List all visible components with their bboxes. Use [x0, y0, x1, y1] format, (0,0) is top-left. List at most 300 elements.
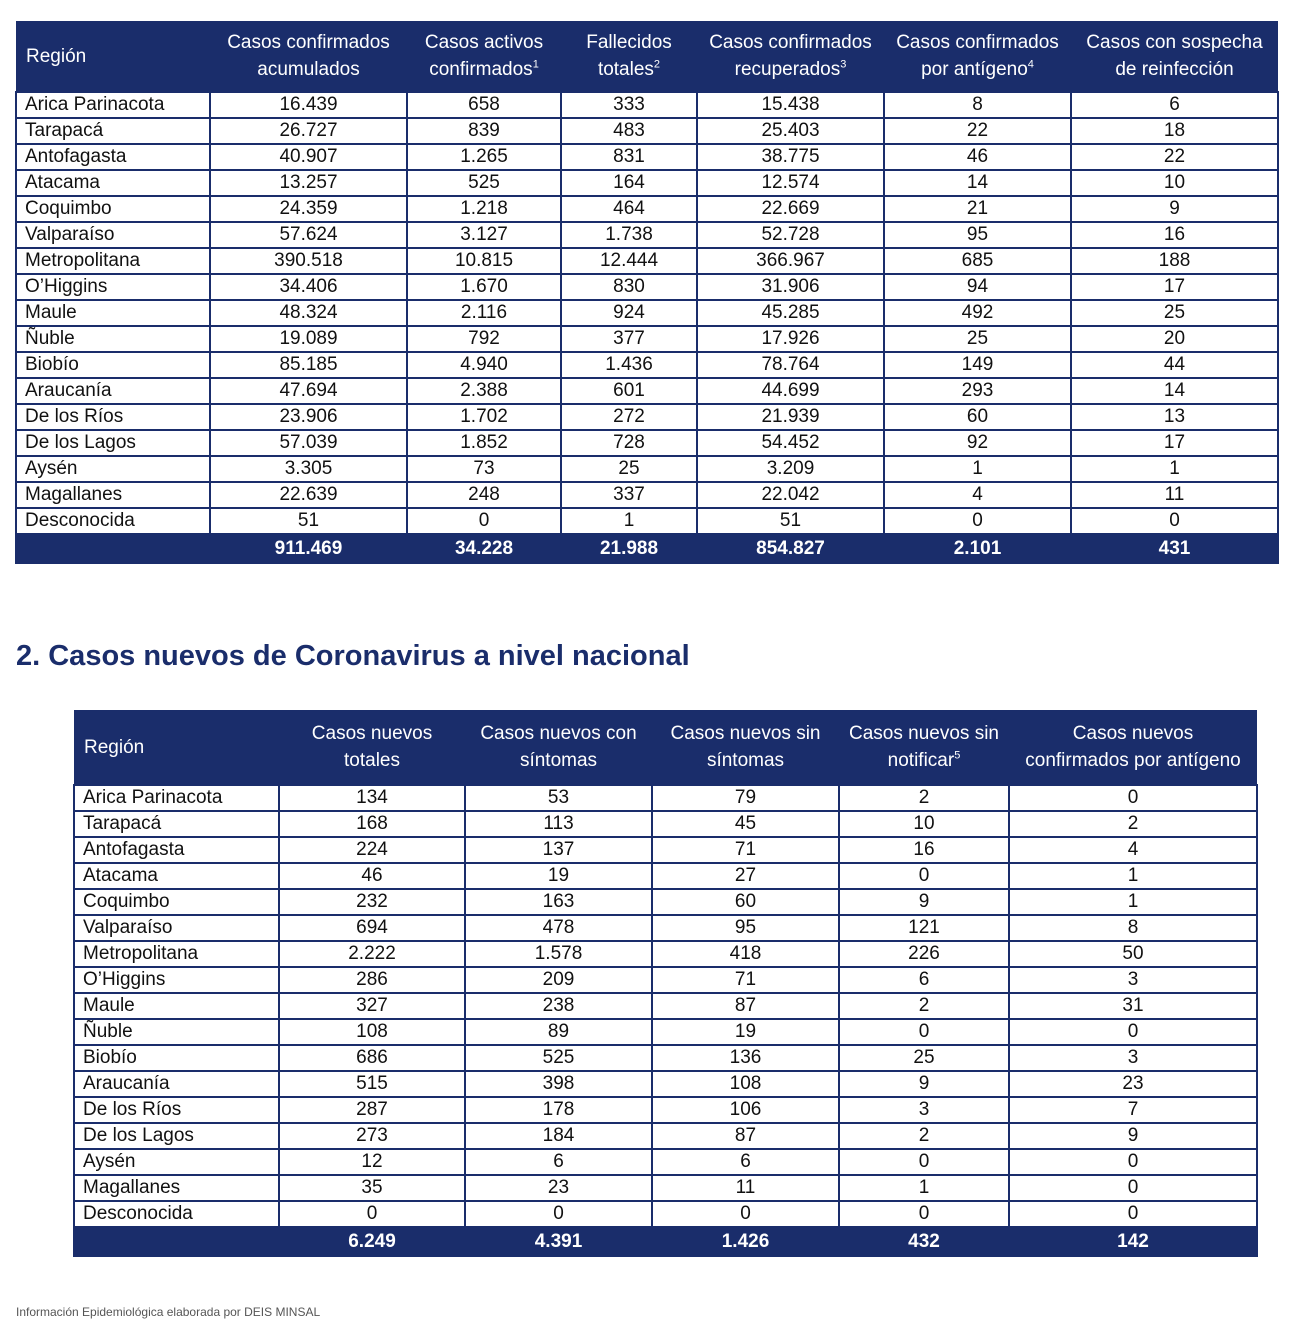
value-cell: 78.764	[697, 352, 884, 378]
table-row	[74, 993, 1257, 1019]
value-cell: 50	[1009, 941, 1257, 967]
value-cell: 1	[884, 456, 1071, 482]
value-cell: 31	[1009, 993, 1257, 1019]
value-cell: 54.452	[697, 430, 884, 456]
table-row	[74, 1123, 1257, 1149]
value-cell: 48.324	[210, 300, 407, 326]
value-cell: 273	[279, 1123, 465, 1149]
totals-row	[74, 1227, 1257, 1256]
value-cell: 71	[652, 837, 839, 863]
value-cell: 3.305	[210, 456, 407, 482]
value-cell: 45.285	[697, 300, 884, 326]
header-text: Casos nuevos con síntomas	[480, 723, 637, 771]
value-cell: 57.624	[210, 222, 407, 248]
region-name-cell: Atacama	[74, 863, 279, 889]
total-cell: 1.426	[652, 1227, 839, 1256]
value-cell: 0	[839, 1149, 1009, 1175]
total-cell: 431	[1071, 534, 1278, 563]
total-cell: 432	[839, 1227, 1009, 1256]
value-cell: 23	[1009, 1071, 1257, 1097]
column-header	[652, 710, 839, 785]
value-cell: 327	[279, 993, 465, 1019]
value-cell: 831	[561, 144, 697, 170]
value-cell: 53	[465, 785, 652, 811]
column-header	[561, 21, 697, 92]
region-name-cell: Araucanía	[74, 1071, 279, 1097]
value-cell: 89	[465, 1019, 652, 1045]
value-cell: 25	[1071, 300, 1278, 326]
column-header	[1009, 710, 1257, 785]
value-cell: 35	[279, 1175, 465, 1201]
value-cell: 23.906	[210, 404, 407, 430]
value-cell: 1.436	[561, 352, 697, 378]
region-name-cell: Magallanes	[74, 1175, 279, 1201]
table-row	[74, 1201, 1257, 1227]
value-cell: 149	[884, 352, 1071, 378]
value-cell: 87	[652, 993, 839, 1019]
value-cell: 14	[1071, 378, 1278, 404]
value-cell: 0	[1009, 1019, 1257, 1045]
value-cell: 16.439	[210, 92, 407, 118]
region-name-cell: De los Lagos	[16, 430, 210, 456]
value-cell: 34.406	[210, 274, 407, 300]
value-cell: 25.403	[697, 118, 884, 144]
value-cell: 19	[465, 863, 652, 889]
value-cell: 418	[652, 941, 839, 967]
table-row	[74, 1175, 1257, 1201]
region-name-cell: Antofagasta	[16, 144, 210, 170]
value-cell: 2.388	[407, 378, 561, 404]
total-cell	[74, 1227, 279, 1256]
value-cell: 2.116	[407, 300, 561, 326]
value-cell: 9	[839, 889, 1009, 915]
value-cell: 337	[561, 482, 697, 508]
value-cell: 1.218	[407, 196, 561, 222]
header-text: Región	[26, 45, 87, 67]
header-text: Casos nuevos sin síntomas	[670, 723, 821, 771]
value-cell: 2	[839, 993, 1009, 1019]
value-cell: 19.089	[210, 326, 407, 352]
value-cell: 694	[279, 915, 465, 941]
footnote-marker: 2	[653, 58, 661, 71]
table-row	[16, 118, 1278, 144]
value-cell: 10.815	[407, 248, 561, 274]
header-text: Casos nuevos confirmados por antígeno	[1025, 723, 1241, 771]
table-row	[16, 274, 1278, 300]
value-cell: 601	[561, 378, 697, 404]
header-text: Casos confirmados recuperados	[709, 32, 872, 80]
value-cell: 31.906	[697, 274, 884, 300]
value-cell: 164	[561, 170, 697, 196]
region-name-cell: Valparaíso	[74, 915, 279, 941]
footnote-marker: 4	[1027, 58, 1034, 71]
value-cell: 3.209	[697, 456, 884, 482]
value-cell: 4	[1009, 837, 1257, 863]
value-cell: 17	[1071, 274, 1278, 300]
value-cell: 6	[652, 1149, 839, 1175]
region-name-cell: Coquimbo	[74, 889, 279, 915]
table-row	[74, 967, 1257, 993]
value-cell: 106	[652, 1097, 839, 1123]
table-row	[74, 863, 1257, 889]
total-cell: 854.827	[697, 534, 884, 563]
region-name-cell: Arica Parinacota	[16, 92, 210, 118]
region-name-cell: De los Ríos	[74, 1097, 279, 1123]
value-cell: 184	[465, 1123, 652, 1149]
value-cell: 0	[1009, 1149, 1257, 1175]
value-cell: 136	[652, 1045, 839, 1071]
value-cell: 2	[839, 1123, 1009, 1149]
value-cell: 17.926	[697, 326, 884, 352]
value-cell: 38.775	[697, 144, 884, 170]
value-cell: 137	[465, 837, 652, 863]
value-cell: 134	[279, 785, 465, 811]
region-name-cell: Arica Parinacota	[74, 785, 279, 811]
value-cell: 46	[884, 144, 1071, 170]
column-header	[884, 21, 1071, 92]
region-name-cell: Biobío	[16, 352, 210, 378]
value-cell: 25	[884, 326, 1071, 352]
value-cell: 113	[465, 811, 652, 837]
value-cell: 95	[652, 915, 839, 941]
table-row	[16, 378, 1278, 404]
total-cell: 142	[1009, 1227, 1257, 1256]
value-cell: 47.694	[210, 378, 407, 404]
value-cell: 22	[1071, 144, 1278, 170]
value-cell: 209	[465, 967, 652, 993]
value-cell: 1.265	[407, 144, 561, 170]
value-cell: 8	[884, 92, 1071, 118]
value-cell: 45	[652, 811, 839, 837]
region-name-cell: Tarapacá	[74, 811, 279, 837]
total-cell: 4.391	[465, 1227, 652, 1256]
value-cell: 57.039	[210, 430, 407, 456]
value-cell: 4.940	[407, 352, 561, 378]
total-cell: 6.249	[279, 1227, 465, 1256]
footnote: Información Epidemiológica elaborada por DEIS MINSAL	[16, 1305, 321, 1319]
column-header	[74, 710, 279, 785]
value-cell: 10	[839, 811, 1009, 837]
regional-cases-table	[15, 21, 1279, 564]
table-row	[74, 1045, 1257, 1071]
column-header	[279, 710, 465, 785]
value-cell: 18	[1071, 118, 1278, 144]
table-row	[74, 785, 1257, 811]
value-cell: 272	[561, 404, 697, 430]
value-cell: 13.257	[210, 170, 407, 196]
value-cell: 1	[1009, 863, 1257, 889]
value-cell: 1.852	[407, 430, 561, 456]
value-cell: 25	[839, 1045, 1009, 1071]
table-row	[16, 404, 1278, 430]
value-cell: 1.578	[465, 941, 652, 967]
value-cell: 6	[839, 967, 1009, 993]
value-cell: 168	[279, 811, 465, 837]
value-cell: 287	[279, 1097, 465, 1123]
value-cell: 0	[465, 1201, 652, 1227]
value-cell: 0	[1009, 1175, 1257, 1201]
table-row	[16, 170, 1278, 196]
column-header	[210, 21, 407, 92]
value-cell: 478	[465, 915, 652, 941]
value-cell: 22	[884, 118, 1071, 144]
value-cell: 398	[465, 1071, 652, 1097]
value-cell: 121	[839, 915, 1009, 941]
value-cell: 333	[561, 92, 697, 118]
value-cell: 464	[561, 196, 697, 222]
value-cell: 12.444	[561, 248, 697, 274]
value-cell: 0	[839, 863, 1009, 889]
table-header-row	[74, 710, 1257, 785]
region-name-cell: Metropolitana	[16, 248, 210, 274]
total-cell	[16, 534, 210, 563]
value-cell: 1.670	[407, 274, 561, 300]
table-row	[74, 1019, 1257, 1045]
table-row	[74, 915, 1257, 941]
column-header	[465, 710, 652, 785]
value-cell: 27	[652, 863, 839, 889]
region-name-cell: Ñuble	[16, 326, 210, 352]
value-cell: 0	[407, 508, 561, 534]
table-row	[74, 811, 1257, 837]
table-row	[16, 508, 1278, 534]
value-cell: 525	[465, 1045, 652, 1071]
value-cell: 0	[1009, 1201, 1257, 1227]
value-cell: 6	[1071, 92, 1278, 118]
value-cell: 224	[279, 837, 465, 863]
value-cell: 11	[652, 1175, 839, 1201]
region-name-cell: Metropolitana	[74, 941, 279, 967]
value-cell: 3	[839, 1097, 1009, 1123]
table-row	[74, 889, 1257, 915]
value-cell: 14	[884, 170, 1071, 196]
region-name-cell: Atacama	[16, 170, 210, 196]
region-name-cell: Ñuble	[74, 1019, 279, 1045]
value-cell: 92	[884, 430, 1071, 456]
value-cell: 71	[652, 967, 839, 993]
value-cell: 7	[1009, 1097, 1257, 1123]
value-cell: 686	[279, 1045, 465, 1071]
total-cell: 34.228	[407, 534, 561, 563]
value-cell: 19	[652, 1019, 839, 1045]
region-name-cell: Maule	[74, 993, 279, 1019]
value-cell: 2	[839, 785, 1009, 811]
value-cell: 60	[652, 889, 839, 915]
region-name-cell: Magallanes	[16, 482, 210, 508]
region-name-cell: Aysén	[74, 1149, 279, 1175]
value-cell: 24.359	[210, 196, 407, 222]
value-cell: 515	[279, 1071, 465, 1097]
value-cell: 9	[1009, 1123, 1257, 1149]
value-cell: 0	[884, 508, 1071, 534]
value-cell: 108	[652, 1071, 839, 1097]
value-cell: 3	[1009, 1045, 1257, 1071]
value-cell: 232	[279, 889, 465, 915]
region-name-cell: O’Higgins	[16, 274, 210, 300]
value-cell: 0	[652, 1201, 839, 1227]
value-cell: 13	[1071, 404, 1278, 430]
value-cell: 25	[561, 456, 697, 482]
table-row	[16, 196, 1278, 222]
table-row	[16, 300, 1278, 326]
value-cell: 1	[1071, 456, 1278, 482]
region-name-cell: Aysén	[16, 456, 210, 482]
value-cell: 73	[407, 456, 561, 482]
value-cell: 20	[1071, 326, 1278, 352]
value-cell: 6	[465, 1149, 652, 1175]
region-name-cell: Valparaíso	[16, 222, 210, 248]
region-name-cell: Antofagasta	[74, 837, 279, 863]
value-cell: 17	[1071, 430, 1278, 456]
value-cell: 22.669	[697, 196, 884, 222]
value-cell: 0	[1071, 508, 1278, 534]
total-cell: 21.988	[561, 534, 697, 563]
value-cell: 21	[884, 196, 1071, 222]
value-cell: 16	[839, 837, 1009, 863]
table-row	[74, 1097, 1257, 1123]
value-cell: 178	[465, 1097, 652, 1123]
value-cell: 12.574	[697, 170, 884, 196]
value-cell: 8	[1009, 915, 1257, 941]
section-title: 2. Casos nuevos de Coronavirus a nivel nacional	[16, 640, 690, 672]
table-row	[16, 144, 1278, 170]
value-cell: 366.967	[697, 248, 884, 274]
value-cell: 728	[561, 430, 697, 456]
value-cell: 924	[561, 300, 697, 326]
total-cell: 911.469	[210, 534, 407, 563]
table-row	[16, 352, 1278, 378]
value-cell: 1	[561, 508, 697, 534]
totals-row	[16, 534, 1278, 563]
value-cell: 44	[1071, 352, 1278, 378]
table-row	[74, 941, 1257, 967]
region-name-cell: De los Ríos	[16, 404, 210, 430]
column-header	[407, 21, 561, 92]
region-name-cell: Coquimbo	[16, 196, 210, 222]
value-cell: 12	[279, 1149, 465, 1175]
value-cell: 188	[1071, 248, 1278, 274]
column-header	[1071, 21, 1278, 92]
value-cell: 51	[210, 508, 407, 534]
value-cell: 492	[884, 300, 1071, 326]
value-cell: 52.728	[697, 222, 884, 248]
value-cell: 4	[884, 482, 1071, 508]
value-cell: 44.699	[697, 378, 884, 404]
footnote-marker: 1	[532, 58, 539, 71]
value-cell: 248	[407, 482, 561, 508]
value-cell: 0	[279, 1201, 465, 1227]
table-row	[16, 430, 1278, 456]
header-text: Casos confirmados por antígeno	[896, 32, 1059, 80]
value-cell: 792	[407, 326, 561, 352]
header-text: Casos confirmados acumulados	[227, 32, 390, 80]
value-cell: 85.185	[210, 352, 407, 378]
table-row	[16, 92, 1278, 118]
header-text: Fallecidos totales	[586, 32, 672, 80]
value-cell: 22.639	[210, 482, 407, 508]
table-row	[74, 1071, 1257, 1097]
value-cell: 94	[884, 274, 1071, 300]
value-cell: 286	[279, 967, 465, 993]
value-cell: 0	[1009, 785, 1257, 811]
table-header-row	[16, 21, 1278, 92]
value-cell: 1.702	[407, 404, 561, 430]
value-cell: 21.939	[697, 404, 884, 430]
value-cell: 1	[839, 1175, 1009, 1201]
header-text: Región	[84, 736, 145, 758]
column-header	[839, 710, 1009, 785]
value-cell: 226	[839, 941, 1009, 967]
value-cell: 2.222	[279, 941, 465, 967]
value-cell: 390.518	[210, 248, 407, 274]
column-header	[697, 21, 884, 92]
region-name-cell: Biobío	[74, 1045, 279, 1071]
total-cell: 2.101	[884, 534, 1071, 563]
value-cell: 95	[884, 222, 1071, 248]
value-cell: 22.042	[697, 482, 884, 508]
new-cases-table	[73, 710, 1258, 1257]
value-cell: 0	[839, 1019, 1009, 1045]
value-cell: 0	[839, 1201, 1009, 1227]
value-cell: 3	[1009, 967, 1257, 993]
table-row	[74, 1149, 1257, 1175]
table-row	[16, 222, 1278, 248]
table-row	[16, 482, 1278, 508]
region-name-cell: O’Higgins	[74, 967, 279, 993]
value-cell: 79	[652, 785, 839, 811]
value-cell: 16	[1071, 222, 1278, 248]
column-header	[16, 21, 210, 92]
value-cell: 685	[884, 248, 1071, 274]
value-cell: 839	[407, 118, 561, 144]
table-row	[74, 837, 1257, 863]
value-cell: 3.127	[407, 222, 561, 248]
value-cell: 163	[465, 889, 652, 915]
region-name-cell: Araucanía	[16, 378, 210, 404]
region-name-cell: De los Lagos	[74, 1123, 279, 1149]
value-cell: 40.907	[210, 144, 407, 170]
value-cell: 87	[652, 1123, 839, 1149]
value-cell: 23	[465, 1175, 652, 1201]
value-cell: 46	[279, 863, 465, 889]
table-row	[16, 326, 1278, 352]
value-cell: 51	[697, 508, 884, 534]
footnote-marker: 3	[840, 58, 847, 71]
value-cell: 9	[839, 1071, 1009, 1097]
table-row	[16, 248, 1278, 274]
region-name-cell: Desconocida	[74, 1201, 279, 1227]
header-text: Casos activos confirmados	[424, 32, 544, 80]
value-cell: 15.438	[697, 92, 884, 118]
value-cell: 9	[1071, 196, 1278, 222]
value-cell: 238	[465, 993, 652, 1019]
value-cell: 377	[561, 326, 697, 352]
value-cell: 483	[561, 118, 697, 144]
value-cell: 525	[407, 170, 561, 196]
value-cell: 293	[884, 378, 1071, 404]
value-cell: 1.738	[561, 222, 697, 248]
value-cell: 1	[1009, 889, 1257, 915]
value-cell: 11	[1071, 482, 1278, 508]
region-name-cell: Maule	[16, 300, 210, 326]
value-cell: 26.727	[210, 118, 407, 144]
footnote-marker: 5	[954, 749, 961, 762]
header-text: Casos nuevos sin notificar	[849, 723, 999, 771]
value-cell: 108	[279, 1019, 465, 1045]
value-cell: 2	[1009, 811, 1257, 837]
region-name-cell: Desconocida	[16, 508, 210, 534]
region-name-cell: Tarapacá	[16, 118, 210, 144]
